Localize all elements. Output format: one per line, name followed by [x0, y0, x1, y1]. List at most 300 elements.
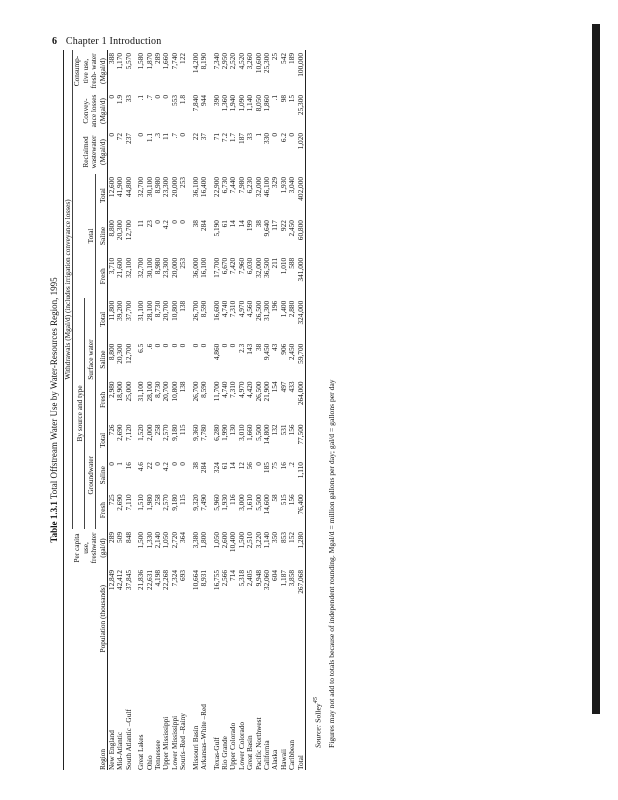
value-cell: 1,110: [295, 462, 305, 479]
value-cell: 42,412: [115, 570, 125, 591]
value-cell: 0: [178, 220, 188, 224]
value-cell: 2,000: [144, 424, 154, 441]
value-cell: 36,100: [190, 177, 200, 198]
region-cell: Great Lakes: [136, 734, 146, 770]
value-cell: 1,990: [219, 424, 229, 441]
value-cell: 258: [153, 424, 163, 436]
table-row: [238, 50, 246, 770]
value-cell: 130: [228, 424, 238, 436]
value-cell: 0: [228, 343, 238, 348]
value-cell: .3: [153, 133, 163, 139]
value-cell: 2,570: [161, 494, 171, 511]
table-row: [200, 50, 208, 770]
value-cell: 2,405: [245, 570, 255, 587]
value-cell: 0: [178, 462, 188, 466]
value-cell: 1,940: [228, 95, 238, 112]
value-cell: 0: [136, 133, 146, 137]
value-cell: 98: [278, 95, 288, 103]
total-group-header: Total: [73, 174, 96, 298]
value-cell: 1,280: [295, 532, 305, 549]
value-cell: 16,755: [211, 570, 221, 591]
value-cell: 2.3: [236, 343, 246, 353]
value-cell: 1,500: [136, 532, 146, 549]
col-consumptive-header: Consump- tive use, fresh- water (Mgal/d): [72, 53, 107, 89]
value-cell: 5,570: [123, 53, 133, 70]
value-cell: 253: [178, 177, 188, 188]
value-cell: 1,930: [278, 177, 288, 194]
table-row: [116, 50, 124, 770]
col-reclaimed-header: Reclaimed wastewater (Mgal/d): [80, 135, 107, 169]
region-cell: Rio Grande: [219, 736, 229, 770]
value-cell: 26,500: [253, 381, 263, 402]
value-cell: 44,800: [123, 177, 133, 198]
tot-saline-header: Saline: [97, 226, 107, 246]
value-cell: 33: [123, 95, 133, 103]
value-cell: 14: [236, 220, 246, 228]
value-cell: 922: [278, 220, 288, 232]
value-cell: 156: [287, 494, 297, 506]
value-cell: 0: [153, 95, 163, 99]
value-cell: 72: [115, 133, 125, 141]
value-cell: 1,187: [278, 570, 288, 587]
rotated-table-block: [49, 50, 569, 770]
value-cell: 4,970: [236, 300, 246, 318]
value-cell: 32,700: [136, 177, 146, 198]
value-cell: 16,400: [199, 177, 209, 198]
value-cell: 3,380: [190, 532, 200, 549]
value-cell: 37: [199, 133, 209, 141]
value-cell: 31,100: [136, 381, 146, 402]
value-cell: 330: [261, 133, 271, 144]
value-cell: 117: [270, 220, 280, 231]
tot-fresh-header: Fresh: [97, 268, 107, 285]
value-cell: 10,664: [190, 570, 200, 591]
value-cell: 8,730: [153, 381, 163, 398]
value-cell: 9,320: [190, 494, 200, 511]
value-cell: 20,000: [169, 177, 179, 198]
value-cell: 12,600: [107, 177, 117, 198]
gw-fresh-header: Fresh: [97, 502, 107, 519]
value-cell: 0: [107, 133, 117, 137]
value-cell: 390: [211, 95, 221, 106]
value-cell: 30,100: [144, 177, 154, 198]
value-cell: 542: [278, 53, 288, 64]
value-cell: 1,930: [219, 494, 229, 511]
value-cell: 388: [107, 53, 117, 64]
value-cell: 36,500: [261, 257, 271, 278]
value-cell: 32,700: [136, 257, 146, 278]
table-row: [171, 50, 179, 770]
value-cell: 324,000: [295, 300, 305, 325]
region-cell: South Atlantic –Gulf: [123, 709, 133, 770]
value-cell: 21,836: [136, 570, 146, 591]
source-ref: 45: [311, 697, 319, 704]
value-cell: 9,180: [169, 424, 179, 441]
region-cell: Hawaii: [278, 748, 288, 770]
value-cell: 1,050: [161, 532, 171, 549]
value-cell: 100,000: [295, 53, 305, 77]
region-cell: Ohio: [144, 755, 154, 770]
sw-total-header: Total: [97, 311, 107, 327]
value-cell: 5,960: [211, 494, 221, 511]
value-cell: 154: [270, 381, 280, 393]
total-row: [297, 50, 306, 770]
surface-water-header: Surface water: [84, 298, 96, 422]
value-cell: 1,860: [261, 95, 271, 112]
value-cell: 38: [190, 462, 200, 470]
region-cell: Mid-Atlantic: [115, 731, 125, 770]
value-cell: 46,100: [261, 177, 271, 198]
value-cell: 329: [270, 177, 280, 188]
value-cell: 9,450: [261, 343, 271, 361]
value-cell: 7,310: [228, 381, 238, 398]
value-cell: 8,980: [153, 257, 163, 275]
region-cell: Lower Colorado: [236, 721, 246, 770]
value-cell: 0: [161, 343, 171, 348]
value-cell: 21,600: [115, 257, 125, 278]
table-row: [271, 50, 279, 770]
value-cell: 714: [228, 570, 238, 581]
table-caption: [49, 50, 59, 770]
value-cell: 1,330: [144, 532, 154, 549]
groundwater-header: Groundwater: [84, 421, 96, 529]
value-cell: 12,700: [123, 343, 133, 364]
table-row: [263, 50, 271, 770]
table-body: [108, 50, 306, 770]
value-cell: 1: [115, 462, 125, 466]
value-cell: 31,100: [136, 300, 146, 321]
value-cell: 848: [123, 532, 133, 543]
value-cell: 509: [115, 532, 125, 543]
value-cell: 7,420: [228, 257, 238, 275]
value-cell: 16,600: [211, 300, 221, 321]
value-cell: 56: [245, 462, 255, 470]
value-cell: 553: [169, 95, 179, 106]
table-row: [133, 50, 145, 770]
value-cell: 12,849: [107, 570, 117, 591]
value-cell: .6: [144, 343, 154, 350]
value-cell: 289: [153, 53, 163, 64]
table-source: [312, 50, 323, 748]
value-cell: 189: [287, 53, 297, 64]
value-cell: 2,140: [153, 532, 163, 549]
value-cell: 16,100: [199, 257, 209, 278]
value-cell: 1,090: [236, 95, 246, 112]
value-cell: 4,198: [153, 570, 163, 587]
sw-saline-header: Saline: [97, 350, 107, 369]
value-cell: 60,800: [295, 220, 305, 241]
value-cell: 7,340: [211, 53, 221, 70]
value-cell: 28,100: [144, 381, 154, 402]
value-cell: 14,800: [261, 424, 271, 445]
value-cell: 3,000: [236, 494, 246, 511]
value-cell: 0: [253, 462, 263, 466]
value-cell: 37,845: [123, 570, 133, 591]
value-cell: 1,360: [219, 95, 229, 112]
value-cell: 0: [169, 462, 179, 466]
by-source-header: By source and type: [73, 298, 85, 529]
value-cell: 7,960: [236, 257, 246, 275]
value-cell: 38: [253, 220, 263, 228]
value-cell: 4.2: [161, 462, 171, 472]
table-row: [246, 50, 254, 770]
value-cell: 6.2: [278, 133, 288, 143]
value-cell: 3,260: [245, 53, 255, 70]
running-head: [52, 36, 161, 47]
table-row: [255, 50, 263, 770]
region-cell: Great Basin: [245, 735, 255, 770]
value-cell: 76,400: [295, 494, 305, 515]
value-cell: 25,300: [261, 53, 271, 74]
value-cell: 497: [278, 381, 288, 393]
value-cell: 22,631: [144, 570, 154, 591]
region-cell: Missouri Basin: [190, 725, 200, 770]
value-cell: 23: [144, 220, 154, 228]
value-cell: 4,420: [245, 381, 255, 398]
region-cell: Texas-Gulf: [211, 737, 221, 770]
value-cell: 199: [245, 220, 255, 232]
value-cell: 20,300: [115, 343, 125, 364]
value-cell: 16: [278, 462, 288, 470]
col-population-header: Population (thousands): [97, 584, 107, 653]
value-cell: 11: [161, 133, 171, 141]
value-cell: 4.2: [161, 220, 171, 230]
value-cell: 6,230: [245, 177, 255, 194]
value-cell: 402,000: [295, 177, 305, 201]
value-cell: 25,000: [123, 381, 133, 402]
value-cell: 11,800: [107, 300, 117, 321]
value-cell: 7,980: [236, 177, 246, 194]
value-cell: 138: [178, 300, 188, 312]
region-cell: Upper Colorado: [228, 722, 238, 770]
region-cell: Upper Mississippi: [161, 716, 171, 770]
value-cell: 1,870: [144, 53, 154, 70]
value-cell: 7,490: [199, 494, 209, 511]
value-cell: 8,800: [107, 220, 117, 237]
value-cell: 20,700: [161, 381, 171, 402]
value-cell: 0: [190, 343, 200, 348]
page-number: 6: [52, 36, 58, 47]
value-cell: 10,400: [228, 532, 238, 553]
value-cell: 38: [190, 220, 200, 228]
value-cell: 515: [278, 494, 288, 506]
table-notes: [312, 50, 336, 770]
value-cell: 25: [270, 53, 280, 61]
value-cell: 28,100: [144, 300, 154, 321]
value-cell: 1,010: [278, 257, 288, 275]
table-row: [125, 50, 133, 770]
value-cell: 26,700: [190, 381, 200, 402]
value-cell: 20,700: [161, 300, 171, 321]
table-row: [288, 50, 296, 770]
value-cell: 7,740: [169, 53, 179, 70]
table-footnote: Figures may not add to totals because of independent rounding. Mgal/d = million gallons per day; gal/d = gallons per day: [326, 379, 336, 748]
region-cell: Lower Mississippi: [169, 715, 179, 770]
value-cell: 30,100: [144, 257, 154, 278]
value-cell: 7,110: [123, 494, 133, 511]
value-cell: .7: [169, 133, 179, 139]
value-cell: 2,510: [245, 532, 255, 549]
value-cell: 237: [123, 133, 133, 144]
value-cell: .1: [136, 95, 146, 101]
value-cell: 604: [270, 570, 280, 581]
tot-total-header: Total: [97, 188, 107, 203]
page-edge-bar: [592, 24, 600, 714]
value-cell: 16: [123, 462, 133, 470]
table-row: [209, 50, 221, 770]
value-cell: 3,220: [253, 532, 263, 549]
value-cell: 156: [287, 424, 297, 436]
value-cell: 22,268: [161, 570, 171, 591]
region-cell: Tennessee: [153, 740, 163, 770]
value-cell: 0: [270, 133, 280, 137]
value-cell: 1,020: [295, 133, 305, 150]
value-cell: 6,030: [245, 257, 255, 275]
value-cell: 1,980: [144, 494, 154, 511]
value-cell: 61: [219, 220, 229, 228]
source-label: Source:: [313, 724, 323, 748]
value-cell: 2,520: [228, 53, 238, 70]
sw-fresh-header: Fresh: [97, 391, 107, 409]
value-cell: 853: [278, 532, 288, 543]
value-cell: 1,500: [236, 532, 246, 549]
value-cell: 14: [228, 220, 238, 228]
water-use-table: [63, 50, 306, 770]
value-cell: 7.2: [219, 133, 229, 143]
value-cell: 0: [199, 343, 209, 348]
table-row: [280, 50, 288, 770]
value-cell: 725: [107, 494, 117, 506]
value-cell: 9,180: [169, 494, 179, 511]
value-cell: 324: [211, 462, 221, 474]
value-cell: 0: [107, 95, 117, 99]
value-cell: 2,570: [161, 424, 171, 441]
value-cell: 1,660: [161, 53, 171, 70]
value-cell: 18,900: [115, 381, 125, 402]
value-cell: 3,040: [287, 177, 297, 194]
value-cell: 284: [199, 220, 209, 232]
value-cell: 2,450: [287, 220, 297, 237]
value-cell: 8,050: [253, 95, 263, 112]
value-cell: 26,700: [190, 300, 200, 321]
value-cell: 0: [161, 95, 171, 99]
region-cell: Pacific Northwest: [253, 717, 263, 770]
value-cell: 14,200: [190, 53, 200, 74]
value-cell: 7,324: [169, 570, 179, 587]
col-region-header: Region: [97, 748, 107, 770]
value-cell: 7,840: [190, 95, 200, 112]
value-cell: 1.7: [228, 133, 238, 143]
value-cell: 1,510: [136, 494, 146, 511]
value-cell: 2,880: [287, 300, 297, 318]
value-cell: 1,520: [136, 424, 146, 441]
value-cell: 350: [270, 532, 280, 543]
value-cell: 0: [178, 133, 188, 137]
value-cell: 9,640: [261, 220, 271, 237]
value-cell: 341,000: [295, 257, 305, 282]
value-cell: 12: [236, 462, 246, 470]
withdrawals-super-header: Withdrawals (Mgal/d) (includes irrigation conveyance losses): [64, 50, 73, 529]
value-cell: 6.5: [136, 343, 146, 353]
value-cell: 588: [287, 257, 297, 269]
value-cell: 23,300: [161, 177, 171, 198]
value-cell: 33: [245, 133, 255, 141]
value-cell: 4,520: [236, 53, 246, 70]
value-cell: 38: [253, 343, 263, 352]
value-cell: 0: [169, 343, 179, 348]
value-cell: 0: [153, 462, 163, 466]
value-cell: 7,780: [199, 424, 209, 441]
value-cell: 0: [178, 343, 188, 348]
value-cell: 14: [228, 462, 238, 470]
value-cell: 10,800: [169, 300, 179, 321]
value-cell: 3,710: [107, 257, 117, 275]
table-caption-text: Total Offstream Water Use by Water-Resources Region, 1995: [49, 277, 59, 500]
value-cell: 4,970: [236, 381, 246, 398]
value-cell: 0: [153, 220, 163, 224]
value-cell: 8,590: [199, 300, 209, 318]
value-cell: 726: [107, 424, 117, 436]
value-cell: 5,500: [253, 424, 263, 441]
region-cell: Caribbean: [287, 740, 297, 770]
value-cell: 9,360: [190, 424, 200, 441]
region-cell: Souris–Red –Rainy: [178, 713, 188, 770]
col-percapita-header: Per capita use, freshwater (gal/d): [72, 532, 107, 564]
value-cell: 2,980: [107, 381, 117, 398]
region-cell: Total: [295, 755, 305, 770]
value-cell: 138: [178, 381, 188, 393]
value-cell: 2,450: [287, 343, 297, 361]
value-cell: 4,560: [245, 300, 255, 318]
value-cell: 5,500: [253, 494, 263, 511]
value-cell: 8,980: [153, 177, 163, 194]
col-conveyance-header: Convey- ance losses (Mgal/d): [80, 94, 107, 128]
value-cell: 1,800: [199, 532, 209, 549]
value-cell: 9,948: [253, 570, 263, 587]
value-cell: 1: [253, 133, 263, 137]
value-cell: 1,140: [261, 532, 271, 549]
chapter-title: Chapter 1 Introduction: [65, 36, 162, 47]
value-cell: 36,000: [190, 257, 200, 278]
value-cell: 116: [228, 494, 238, 505]
value-cell: 267,068: [295, 570, 305, 594]
value-cell: 2,950: [219, 53, 229, 70]
value-cell: 8,931: [199, 570, 209, 587]
value-cell: 253: [178, 257, 188, 269]
table-row: [188, 50, 200, 770]
value-cell: 5,190: [211, 220, 221, 237]
value-cell: 0: [219, 343, 229, 348]
value-cell: 132: [270, 424, 280, 436]
value-cell: 59,700: [295, 343, 305, 364]
value-cell: 0: [153, 343, 163, 348]
value-cell: 10,800: [169, 381, 179, 402]
value-cell: 71: [211, 133, 221, 141]
value-cell: 284: [199, 462, 209, 474]
value-cell: 15: [287, 95, 297, 103]
value-cell: 12,700: [123, 220, 133, 241]
value-cell: 43: [270, 343, 280, 352]
value-cell: 20,300: [115, 220, 125, 241]
value-cell: 196: [270, 300, 280, 312]
value-cell: 0: [107, 462, 117, 466]
value-cell: 364: [178, 532, 188, 543]
value-cell: 20,000: [169, 257, 179, 278]
value-cell: 187: [236, 133, 246, 144]
value-cell: 1,170: [115, 53, 125, 70]
value-cell: 258: [153, 494, 163, 506]
value-cell: 433: [287, 381, 297, 393]
